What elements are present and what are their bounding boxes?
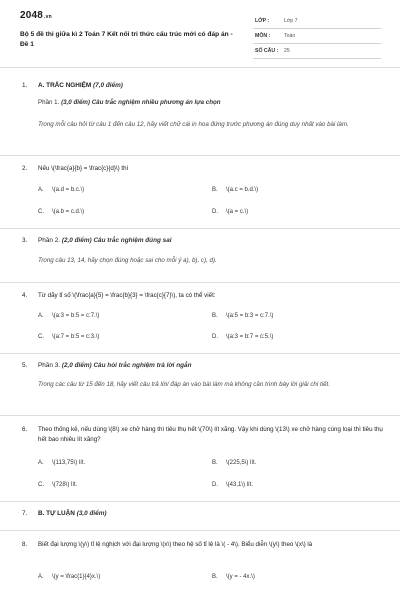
- document-title: Bộ 5 đề thi giữa kì 2 Toán 7 Kết nối tri thức cấu trúc mới có đáp án - Đề 1: [20, 31, 233, 48]
- option-letter: D.: [212, 334, 218, 340]
- question-text: Nếu \(\frac{a}{b} = \frac{c}{d}\) thì: [38, 165, 129, 172]
- option-letter: A.: [38, 187, 44, 193]
- part-desc: Câu hỏi trắc nghiệm trả lời ngắn: [93, 362, 192, 369]
- option-d[interactable]: [212, 209, 248, 215]
- part-score: (2,0 điểm): [61, 237, 92, 244]
- item-number: 5.: [22, 362, 28, 369]
- divider: [0, 530, 400, 531]
- site-logo[interactable]: [20, 10, 52, 21]
- section-score: (7,0 điểm): [93, 82, 123, 89]
- option-d[interactable]: [212, 482, 253, 488]
- meta-value: Lớp 7: [284, 18, 298, 24]
- part-score: (3,0 điểm): [61, 99, 90, 106]
- option-b[interactable]: [212, 313, 273, 319]
- part-instruction: Trong câu 13, 14, hãy chọn đúng hoặc sai cho mỗi ý a), b), c), d).: [38, 257, 217, 264]
- option-letter: C.: [38, 482, 44, 488]
- question-text: Biết đại lượng \(y\) tỉ lệ nghịch với đại lượng \(x\) theo hệ số tỉ lệ là \( - 4\). Biểu diễn \(y\) theo \(x\) là: [38, 541, 313, 548]
- option-c[interactable]: [38, 334, 99, 340]
- meta-key: SỐ CÂU :: [255, 48, 279, 54]
- logo-text: 2048: [20, 10, 44, 21]
- part-desc: Câu trắc nghiệm nhiều phương án lựa chọn: [91, 99, 221, 106]
- option-a[interactable]: [38, 313, 99, 319]
- option-text: \(a.b = c.d.\): [52, 209, 85, 215]
- option-b[interactable]: [212, 574, 255, 580]
- option-letter: C.: [38, 334, 44, 340]
- option-text: \(a = c.\): [226, 209, 249, 215]
- option-letter: B.: [212, 460, 218, 466]
- question-6: [22, 425, 394, 447]
- item-number: 7.: [22, 510, 28, 517]
- item-number: 8.: [22, 541, 28, 548]
- section-score: (3,0 điểm): [76, 510, 107, 517]
- option-text: \(a:3 = b:5 = c:7.\): [52, 313, 100, 319]
- option-letter: A.: [38, 460, 44, 466]
- section-title: [22, 82, 123, 89]
- item-number: 3.: [22, 237, 28, 244]
- option-text: \(43,1\) lít.: [226, 482, 254, 488]
- part-label: Phần 1.: [38, 99, 60, 106]
- option-text: \(a:3 = b:7 = c:5.\): [226, 334, 274, 340]
- divider: [0, 67, 400, 68]
- section-title: [22, 362, 191, 369]
- divider: [0, 353, 400, 354]
- section-heading: A. TRẮC NGHIỆM: [38, 82, 92, 89]
- option-text: \(a:7 = b:5 = c:3.\): [52, 334, 100, 340]
- option-letter: B.: [212, 187, 218, 193]
- option-a[interactable]: [38, 574, 100, 580]
- part-instruction: Trong mỗi câu hỏi từ câu 1 đến câu 12, hãy viết chữ cái in hoa đứng trước phương án đúng duy nhất vào bài làm.: [38, 121, 349, 128]
- meta-row-class: [253, 14, 381, 29]
- option-text: \(728\) lít.: [52, 482, 78, 488]
- divider: [0, 415, 400, 416]
- option-text: \(225,5\) lít.: [226, 460, 257, 466]
- meta-key: LỚP :: [255, 18, 270, 24]
- option-letter: D.: [212, 209, 218, 215]
- option-d[interactable]: [212, 334, 273, 340]
- option-letter: A.: [38, 574, 44, 580]
- divider: [0, 501, 400, 502]
- section-title: [22, 510, 107, 517]
- option-letter: D.: [212, 482, 218, 488]
- option-text: \(113,75\) lít.: [52, 460, 86, 466]
- section-heading: B. TỰ LUẬN: [38, 510, 75, 517]
- option-b[interactable]: [212, 460, 256, 466]
- divider: [0, 228, 400, 229]
- option-text: \(y = - 4x.\): [226, 574, 255, 580]
- option-letter: C.: [38, 209, 44, 215]
- option-text: \(a.d = b.c.\): [52, 187, 85, 193]
- divider: [0, 282, 400, 283]
- question-text: Từ dãy tỉ số \(\frac{a}{5} = \frac{b}{3} = \frac{c}{7}\), ta có thể viết:: [38, 292, 216, 299]
- meta-value: 25: [284, 48, 290, 54]
- question-2: [22, 164, 394, 176]
- option-text: \(y = \frac{1}{4}x.\): [52, 574, 101, 580]
- option-letter: B.: [212, 313, 218, 319]
- option-a[interactable]: [38, 187, 84, 193]
- divider: [0, 155, 400, 156]
- part-instruction: Trong các câu từ 15 đến 18, hãy viết câu trả lời/ đáp án vào bài làm mà không cần trình bày lời giải chi tiết.: [38, 381, 330, 388]
- meta-value: Toán: [284, 33, 296, 39]
- item-number: 4.: [22, 292, 28, 299]
- item-number: 2.: [22, 165, 28, 172]
- meta-row-subject: [253, 29, 381, 44]
- option-a[interactable]: [38, 460, 85, 466]
- question-4: [22, 291, 394, 303]
- option-text: \(a.c = b.d.\): [226, 187, 259, 193]
- exam-meta-table: [253, 14, 381, 59]
- part-heading: [38, 98, 378, 108]
- item-number: 6.: [22, 426, 28, 433]
- option-letter: A.: [38, 313, 44, 319]
- page-header: [0, 0, 400, 62]
- question-8: [22, 540, 394, 562]
- option-b[interactable]: [212, 187, 258, 193]
- meta-key: MÔN :: [255, 33, 271, 39]
- question-text: Theo thống kê, nếu dùng \(8\) xe chở hàng thì tiêu thụ hết \(70\) lít xăng. Vậy khi dùng \(13\) xe chở hàng cùng loại thì tiêu thụ hết bao nhiêu lít xăng?: [38, 426, 383, 443]
- option-letter: B.: [212, 574, 218, 580]
- meta-row-count: [253, 44, 381, 59]
- logo-suffix: .vn: [44, 14, 52, 20]
- part-label: Phần 2.: [38, 237, 61, 244]
- section-title: [22, 237, 172, 244]
- part-desc: Câu trắc nghiệm đúng sai: [93, 237, 172, 244]
- option-c[interactable]: [38, 482, 77, 488]
- option-text: \(a:5 = b:3 = c:7.\): [226, 313, 274, 319]
- option-c[interactable]: [38, 209, 84, 215]
- part-label: Phần 3.: [38, 362, 61, 369]
- item-number: 1.: [22, 82, 28, 89]
- part-score: (2,0 điểm): [61, 362, 92, 369]
